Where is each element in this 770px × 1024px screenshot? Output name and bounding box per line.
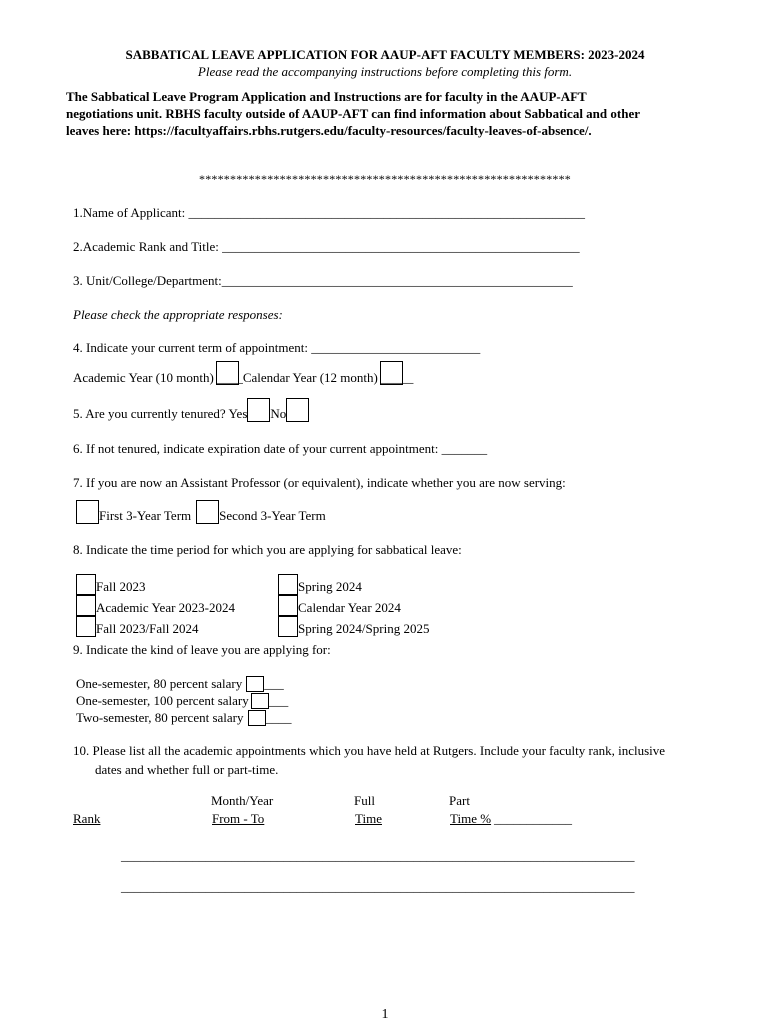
question-assistant-professor: 7. If you are now an Assistant Professor (or equivalent), indicate whether you are now serving:: [73, 475, 566, 490]
q4-academic-year-label: Academic Year (10 month): [73, 370, 214, 385]
table-head-full: Full: [354, 793, 375, 808]
question-term-of-appointment[interactable]: 4. Indicate your current term of appointment: __________________________: [73, 340, 481, 355]
q5-no-label: No: [270, 406, 287, 421]
intro-line-1: The Sabbatical Leave Program Application and Instructions are for faculty in the AAUP-AFT: [66, 89, 587, 104]
intro-paragraph: [66, 88, 706, 139]
q7-second-term-label: Second 3-Year Term: [219, 508, 326, 523]
q7-options: [76, 500, 326, 524]
q5-label: 5. Are you currently tenured? Yes: [73, 406, 248, 421]
checkbox-calendar-year-2024[interactable]: [278, 595, 298, 616]
table-col-time: Time: [355, 811, 382, 826]
checkbox-fall-2023[interactable]: [76, 574, 96, 595]
q4-calendar-year-line: _____: [380, 370, 414, 385]
checkbox-spring-2024-spring-2025[interactable]: [278, 616, 298, 637]
q8-option-row: [278, 574, 429, 595]
appointment-entry-line[interactable]: _______________________________________________________________________________: [121, 848, 635, 863]
question-academic-rank[interactable]: 2.Academic Rank and Title: _______________________________________________________: [73, 239, 580, 254]
checkbox-one-semester-100[interactable]: [251, 693, 269, 709]
q8-option-row: [278, 616, 429, 637]
q9-option-line: ____: [265, 710, 292, 725]
q7-first-term-label: First 3-Year Term: [99, 508, 192, 523]
q9-option-row: [76, 692, 292, 709]
intro-line-3: leaves here: https://facultyaffairs.rbhs.rutgers.edu/faculty-resources/faculty-leaves-of-absence/.: [66, 123, 592, 138]
q8-option-label: Calendar Year 2024: [298, 600, 401, 615]
page-number: 1: [381, 1007, 389, 1022]
checkbox-academic-year-2023-2024[interactable]: [76, 595, 96, 616]
table-col-from-to: From - To: [212, 811, 265, 826]
q4-options: [73, 361, 413, 386]
q8-option-label: Spring 2024/Spring 2025: [298, 621, 430, 636]
question-academic-appointments: 10. Please list all the academic appointments which you have held at Rutgers. Include your faculty rank, inclusive: [73, 743, 666, 758]
q9-option-label: One-semester, 80 percent salary: [76, 676, 243, 691]
q8-left-options: [76, 574, 235, 637]
q9-option-line: ___: [264, 676, 284, 691]
table-head-month-year: Month/Year: [211, 793, 274, 808]
q4-academic-year-line: ____: [216, 370, 243, 385]
q9-option-label: One-semester, 100 percent salary: [76, 693, 249, 708]
table-trailing-line: ____________: [494, 811, 572, 826]
question-name-of-applicant[interactable]: 1.Name of Applicant: _____________________________________________________________: [73, 205, 586, 220]
q8-option-row: [278, 595, 429, 616]
question-kind-of-leave: 9. Indicate the kind of leave you are applying for:: [73, 642, 331, 657]
q9-option-label: Two-semester, 80 percent salary: [76, 710, 244, 725]
checkbox-first-term[interactable]: [76, 500, 99, 524]
checkbox-second-term[interactable]: [196, 500, 219, 524]
q8-option-label: Spring 2024: [298, 579, 362, 594]
q4-calendar-year-label: Calendar Year (12 month): [242, 370, 378, 385]
q8-right-options: [278, 574, 429, 637]
q8-option-label: Fall 2023/Fall 2024: [96, 621, 199, 636]
q9-option-line: ___: [268, 693, 289, 708]
checkbox-fall-2023-fall-2024[interactable]: [76, 616, 96, 637]
form-title: SABBATICAL LEAVE APPLICATION FOR AAUP-AFT FACULTY MEMBERS: 2023-2024: [125, 47, 645, 62]
q8-option-row: [76, 616, 235, 637]
question-tenured: [73, 398, 309, 422]
table-col-rank: Rank: [73, 811, 101, 826]
q9-option-row: [76, 675, 292, 692]
q8-option-row: [76, 595, 235, 616]
table-head-part: Part: [449, 793, 470, 808]
appointment-entry-line[interactable]: _______________________________________________________________________________: [121, 879, 635, 894]
separator: ************************************************************: [199, 172, 571, 186]
q8-option-label: Academic Year 2023-2024: [96, 600, 235, 615]
instruction-text: Please check the appropriate responses:: [73, 307, 283, 322]
table-col-time-pct: Time %: [450, 811, 492, 826]
question-time-period: 8. Indicate the time period for which you are applying for sabbatical leave:: [73, 542, 462, 557]
checkbox-spring-2024[interactable]: [278, 574, 298, 595]
checkbox-tenured-yes[interactable]: [247, 398, 270, 422]
q8-option-label: Fall 2023: [96, 579, 146, 594]
question-unit-college-department[interactable]: 3. Unit/College/Department:______________________________________________________: [73, 273, 573, 288]
question-expiration-date[interactable]: 6. If not tenured, indicate expiration date of your current appointment: _______: [73, 441, 488, 456]
q9-options: [76, 675, 292, 726]
question-academic-appointments-cont: dates and whether full or part-time.: [95, 762, 279, 777]
intro-line-2: negotiations unit. RBHS faculty outside of AAUP-AFT can find information about Sabbatical and other: [66, 106, 640, 121]
checkbox-two-semester-80[interactable]: [248, 710, 266, 726]
checkbox-one-semester-80[interactable]: [246, 676, 264, 692]
q9-option-row: [76, 709, 292, 726]
form-subtitle: Please read the accompanying instructions before completing this form.: [197, 64, 573, 79]
q8-option-row: [76, 574, 235, 595]
checkbox-tenured-no[interactable]: [286, 398, 309, 422]
